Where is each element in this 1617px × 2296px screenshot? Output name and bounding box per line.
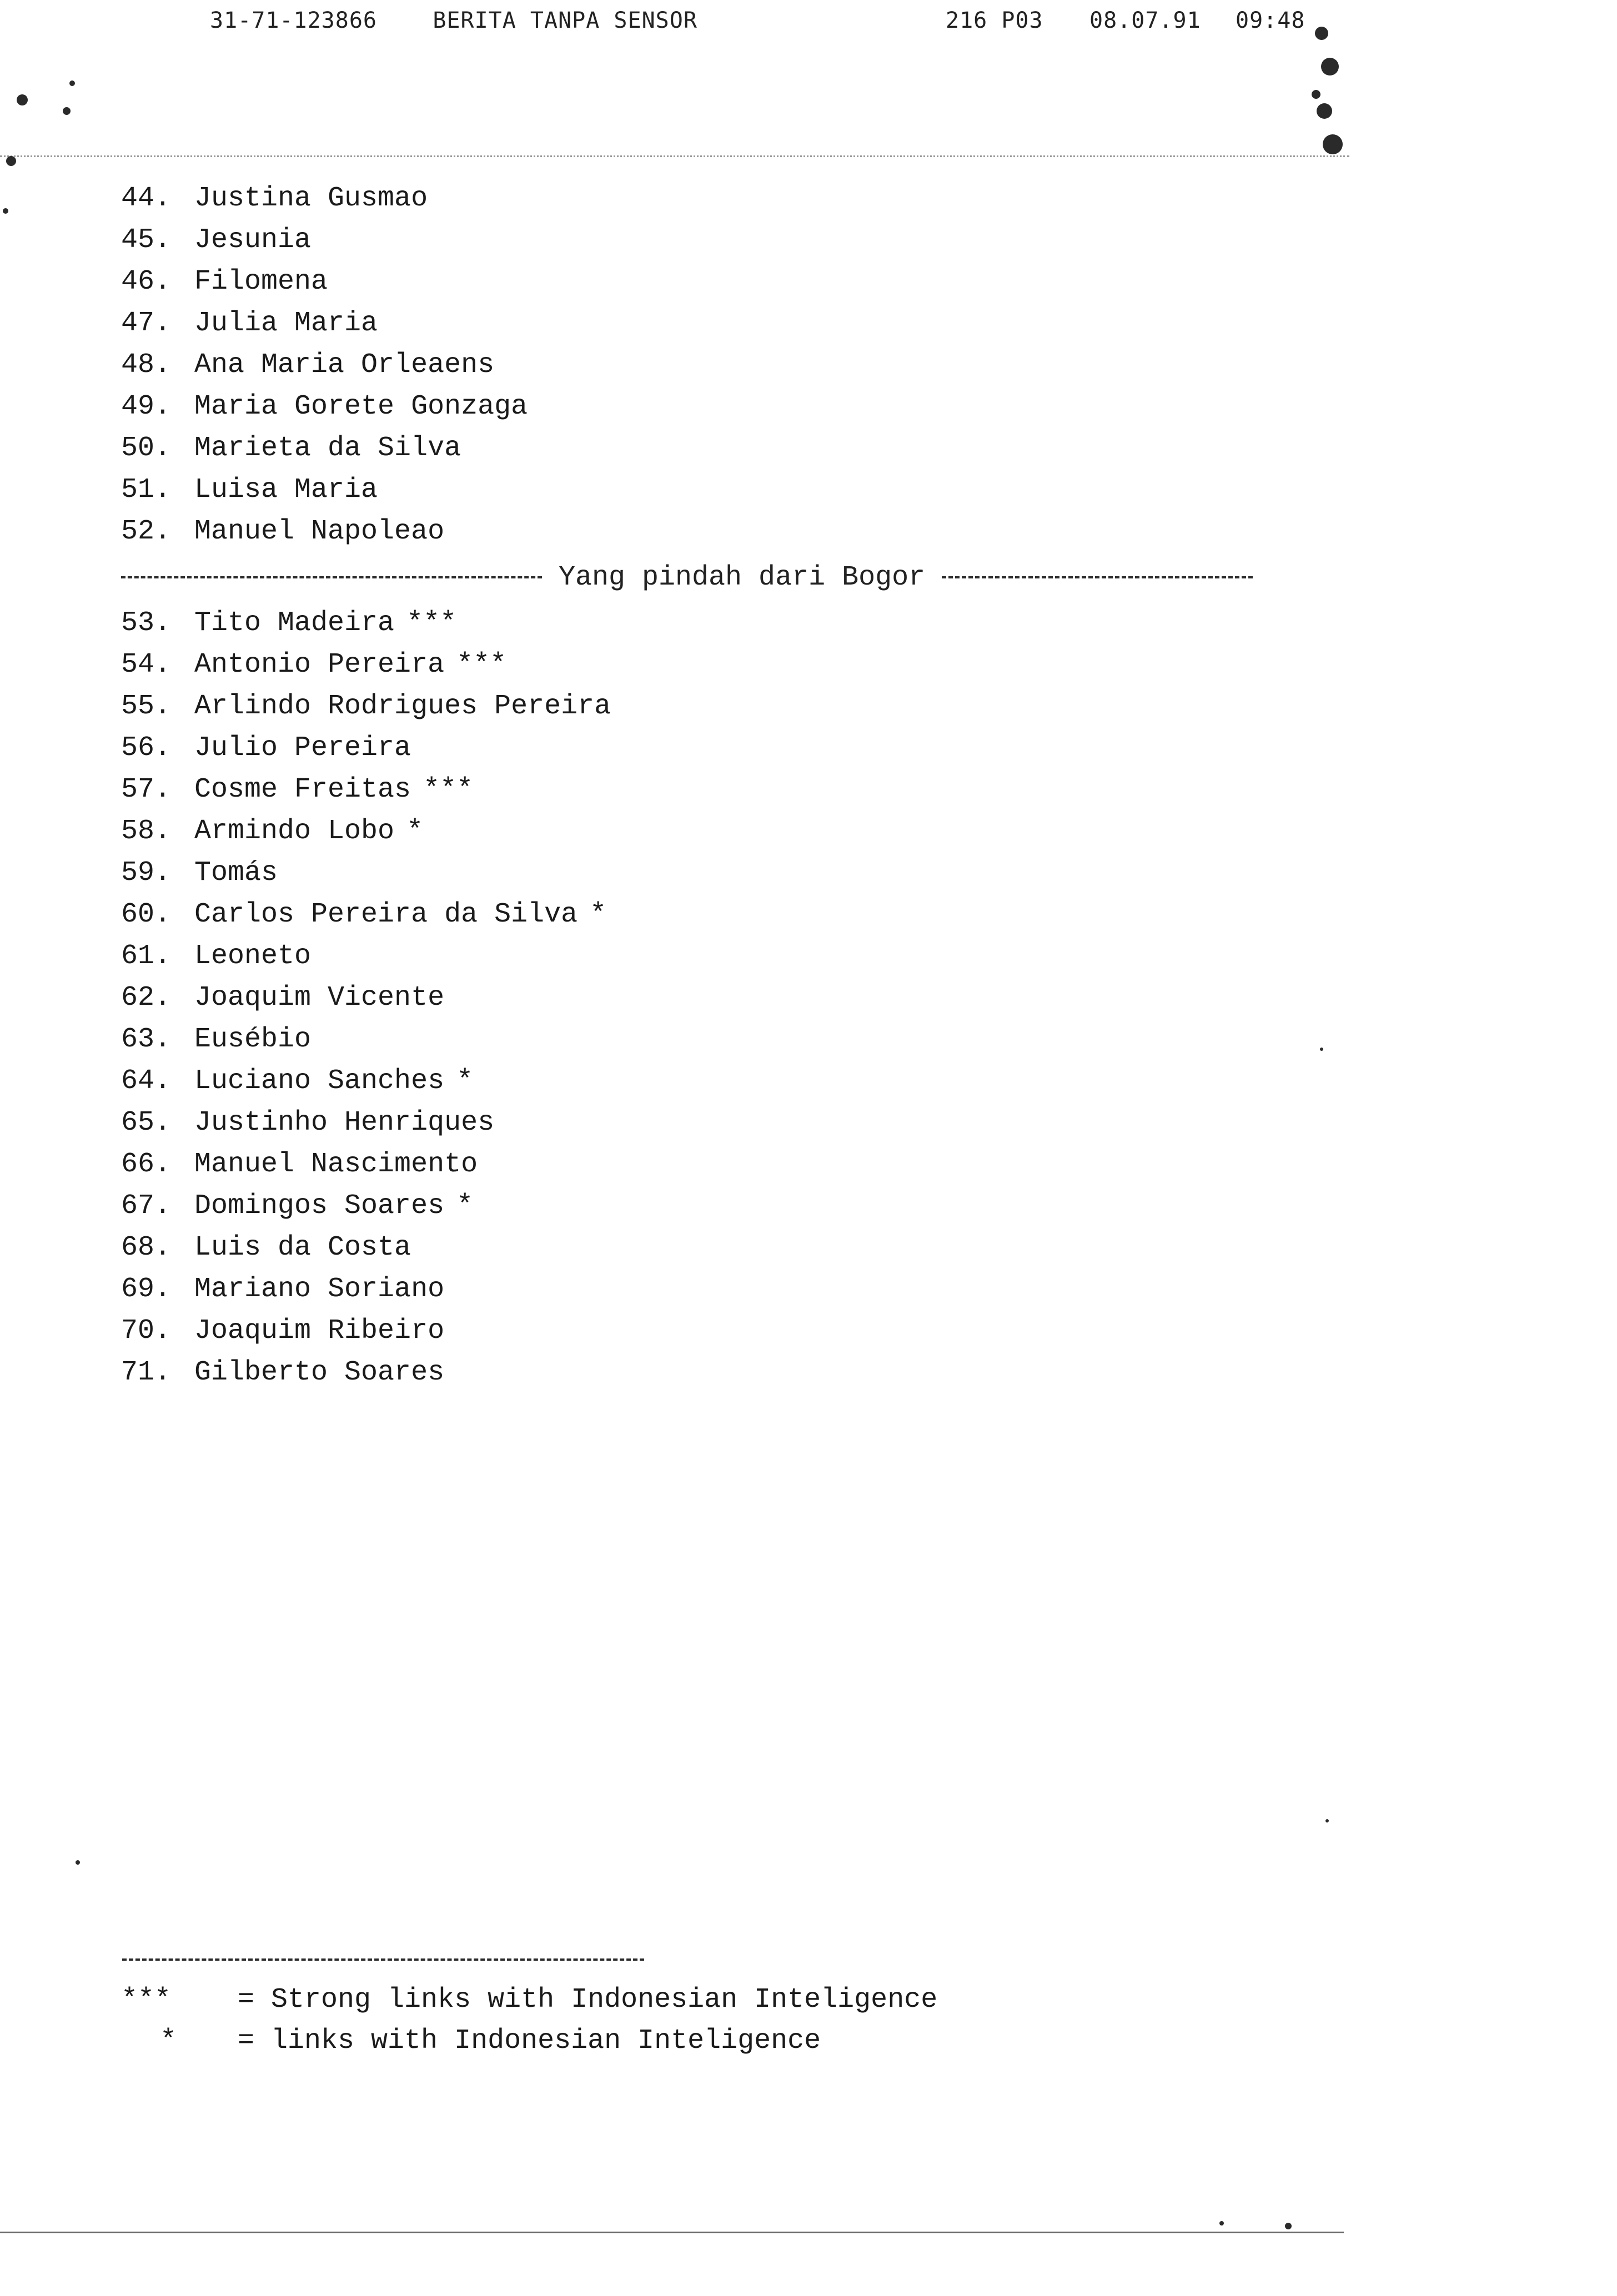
item-number: 47.	[121, 308, 172, 339]
item-name: Tomás	[194, 857, 278, 889]
item-number: 51.	[121, 474, 172, 506]
item-name: Eusébio	[194, 1024, 312, 1055]
fax-date: 08.07.91	[1089, 8, 1201, 33]
list-item	[121, 1144, 1343, 1185]
item-mark: *	[590, 899, 607, 930]
list-item	[121, 769, 1343, 810]
item-name: Leoneto	[194, 940, 312, 972]
item-mark: ***	[423, 774, 474, 805]
fax-source: BERITA TANPA SENSOR	[433, 8, 697, 33]
list-item	[121, 1227, 1343, 1268]
item-name: Gilberto Soares	[194, 1357, 445, 1388]
list-after-section	[121, 602, 1343, 1393]
item-name: Arlindo Rodrigues Pereira	[194, 691, 611, 722]
item-name: Ana Maria Orleaens	[194, 349, 495, 381]
legend-text: = Strong links with Indonesian Inteligence	[238, 1983, 938, 2016]
item-number: 64.	[121, 1065, 172, 1097]
section-label: Yang pindah dari Bogor	[559, 561, 926, 593]
list-item	[121, 261, 1343, 303]
legend-symbol: *	[160, 2025, 177, 2057]
legend-symbol: ***	[121, 1983, 172, 2016]
item-number: 71.	[121, 1357, 172, 1388]
item-number: 63.	[121, 1024, 172, 1055]
item-number: 62.	[121, 982, 172, 1014]
list-item	[121, 1352, 1343, 1393]
section-dash-right	[942, 576, 1253, 578]
list-item	[121, 894, 1343, 935]
item-name: Manuel Napoleao	[194, 516, 445, 547]
item-name: Jesunia	[194, 224, 312, 256]
fax-time: 09:48	[1236, 8, 1305, 33]
item-mark: *	[456, 1190, 474, 1222]
item-number: 50.	[121, 432, 172, 464]
item-number: 49.	[121, 391, 172, 422]
list-before-section	[121, 178, 1343, 552]
list-item	[121, 386, 1343, 427]
legend-rule	[122, 1958, 644, 1961]
legend	[121, 1979, 937, 2061]
top-rule	[0, 155, 1349, 157]
item-number: 66.	[121, 1149, 172, 1180]
item-name: Luciano Sanches	[194, 1065, 445, 1097]
item-name: Luisa Maria	[194, 474, 378, 506]
list-item	[121, 602, 1343, 644]
item-name: Filomena	[194, 266, 328, 298]
bottom-rule	[0, 2232, 1344, 2233]
list-item	[121, 935, 1343, 977]
item-name: Julia Maria	[194, 308, 378, 339]
item-name: Justinho Henriques	[194, 1107, 495, 1139]
item-number: 57.	[121, 774, 172, 805]
item-name: Marieta da Silva	[194, 432, 461, 464]
item-name: Tito Madeira	[194, 607, 395, 639]
list-item	[121, 469, 1343, 511]
fax-header-left	[210, 8, 697, 33]
item-number: 68.	[121, 1232, 172, 1263]
item-number: 55.	[121, 691, 172, 722]
list-item	[121, 178, 1343, 219]
item-name: Luis da Costa	[194, 1232, 411, 1263]
item-mark: ***	[456, 649, 507, 681]
list-item	[121, 810, 1343, 852]
item-number: 65.	[121, 1107, 172, 1139]
item-name: Joaquim Vicente	[194, 982, 445, 1014]
item-number: 59.	[121, 857, 172, 889]
list-item	[121, 1185, 1343, 1227]
item-name: Mariano Soriano	[194, 1273, 445, 1305]
item-number: 61.	[121, 940, 172, 972]
item-number: 56.	[121, 732, 172, 764]
item-number: 48.	[121, 349, 172, 381]
item-name: Cosme Freitas	[194, 774, 411, 805]
item-number: 53.	[121, 607, 172, 639]
section-dash-left	[121, 576, 542, 578]
list-item	[121, 727, 1343, 769]
fax-page: 216 P03	[946, 8, 1043, 33]
item-name: Justina Gusmao	[194, 183, 428, 214]
item-number: 44.	[121, 183, 172, 214]
item-name: Armindo Lobo	[194, 815, 395, 847]
list-item	[121, 977, 1343, 1019]
item-name: Maria Gorete Gonzaga	[194, 391, 528, 422]
item-name: Antonio Pereira	[194, 649, 445, 681]
list-item	[121, 852, 1343, 894]
list-item	[121, 1019, 1343, 1060]
list-item	[121, 219, 1343, 261]
item-mark: *	[456, 1065, 474, 1097]
item-name: Manuel Nascimento	[194, 1149, 478, 1180]
fax-number: 31-71-123866	[210, 8, 377, 33]
item-number: 70.	[121, 1315, 172, 1347]
item-number: 45.	[121, 224, 172, 256]
list-item	[121, 1102, 1343, 1144]
item-number: 58.	[121, 815, 172, 847]
list-item	[121, 1268, 1343, 1310]
fax-header	[0, 8, 1617, 41]
item-name: Carlos Pereira da Silva	[194, 899, 578, 930]
item-mark: *	[406, 815, 424, 847]
item-number: 46.	[121, 266, 172, 298]
item-number: 52.	[121, 516, 172, 547]
item-number: 60.	[121, 899, 172, 930]
legend-text: = links with Indonesian Inteligence	[238, 2025, 821, 2057]
list-item	[121, 644, 1343, 686]
name-list	[121, 178, 1343, 1393]
item-name: Julio Pereira	[194, 732, 411, 764]
list-item	[121, 1310, 1343, 1352]
legend-row-strong	[121, 1979, 937, 2020]
list-item	[121, 427, 1343, 469]
list-item	[121, 344, 1343, 386]
item-number: 69.	[121, 1273, 172, 1305]
list-item	[121, 511, 1343, 552]
section-divider	[121, 552, 1343, 602]
item-number: 54.	[121, 649, 172, 681]
item-name: Domingos Soares	[194, 1190, 445, 1222]
legend-row-links	[121, 2020, 937, 2061]
item-mark: ***	[406, 607, 457, 639]
item-name: Joaquim Ribeiro	[194, 1315, 445, 1347]
item-number: 67.	[121, 1190, 172, 1222]
list-item	[121, 686, 1343, 727]
list-item	[121, 303, 1343, 344]
list-item	[121, 1060, 1343, 1102]
